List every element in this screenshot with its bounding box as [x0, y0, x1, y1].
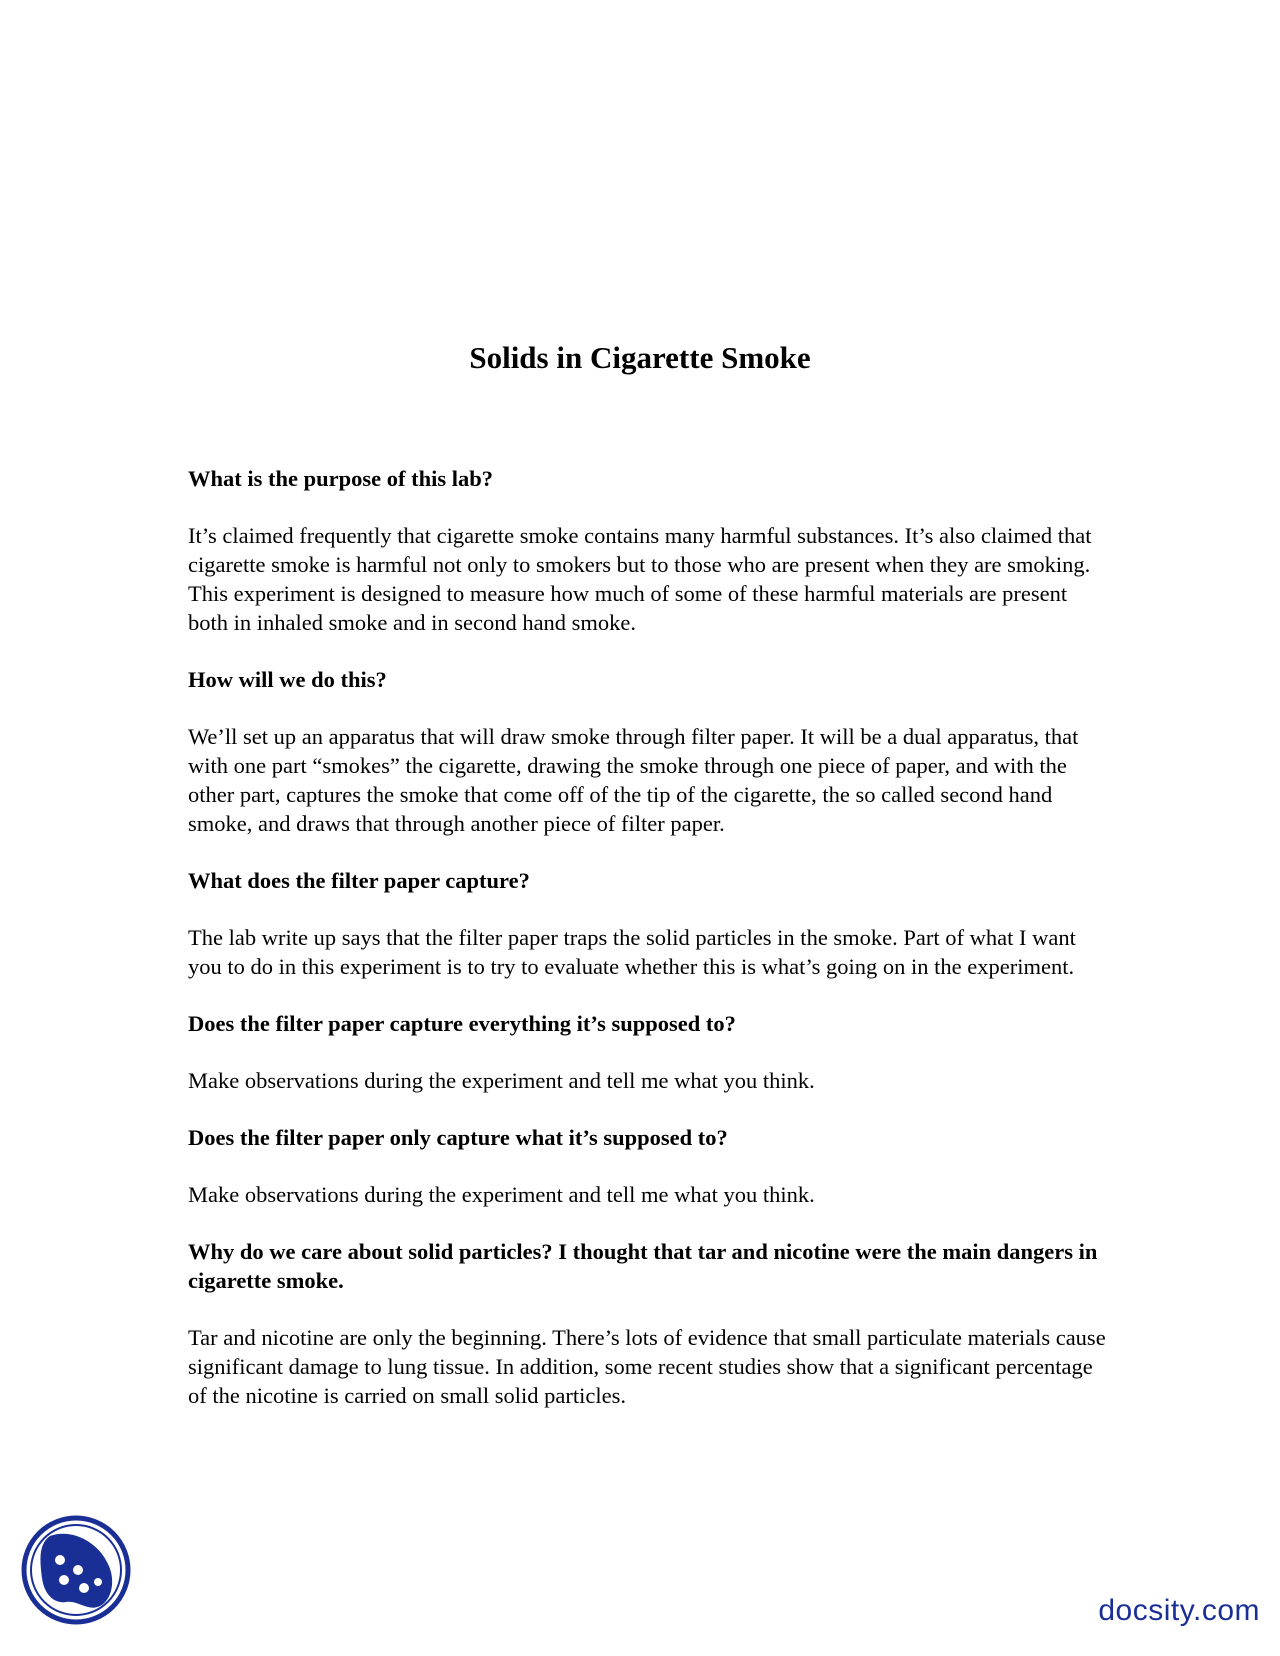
document-title: Solids in Cigarette Smoke — [469, 340, 811, 375]
section-heading-capture-only: Does the filter paper only capture what it’s supposed to? — [188, 1125, 728, 1150]
section-text-filter-capture: The lab write up says that the filter paper traps the solid particles in the smoke. Part of what I want you to do in this experiment is to try to evaluate whether this is what’s going on in the experiment. — [188, 925, 1076, 979]
section-heading-filter-capture: What does the filter paper capture? — [188, 868, 530, 893]
section-text-purpose: It’s claimed frequently that cigarette smoke contains many harmful substances. It’s also claimed that cigarette smoke is harmful not only to smokers but to those who are present when they are smoking. This experiment is designed to measure how much of some of these harmful materials are present both in inhaled smoke and in second hand smoke. — [188, 523, 1092, 635]
section-heading-solid-particles: Why do we care about solid particles? I thought that tar and nicotine were the main dangers in cigarette smoke. — [188, 1239, 1098, 1293]
docsity-brand-link[interactable]: docsity.com — [1098, 1594, 1260, 1627]
section-text-method: We’ll set up an apparatus that will draw smoke through filter paper. It will be a dual apparatus, that with one part “smokes” the cigarette, drawing the smoke through one piece of paper, and with the other part, captures the smoke that come off of the tip of the cigarette, the so called second hand smoke, and draws that through another piece of filter paper. — [188, 724, 1079, 836]
docsity-logo-icon[interactable] — [20, 1514, 132, 1626]
document-body — [188, 464, 1108, 1438]
section-text-capture-only: Make observations during the experiment and tell me what you think. — [188, 1182, 815, 1207]
section-heading-method: How will we do this? — [188, 667, 387, 692]
section-text-capture-everything: Make observations during the experiment and tell me what you think. — [188, 1068, 815, 1093]
section-heading-capture-everything: Does the filter paper capture everything it’s supposed to? — [188, 1011, 736, 1036]
section-text-solid-particles: Tar and nicotine are only the beginning. There’s lots of evidence that small particulate materials cause significant damage to lung tissue. In addition, some recent studies show that a significant percentage of the nicotine is carried on small solid particles. — [188, 1325, 1106, 1408]
section-heading-purpose: What is the purpose of this lab? — [188, 466, 494, 491]
